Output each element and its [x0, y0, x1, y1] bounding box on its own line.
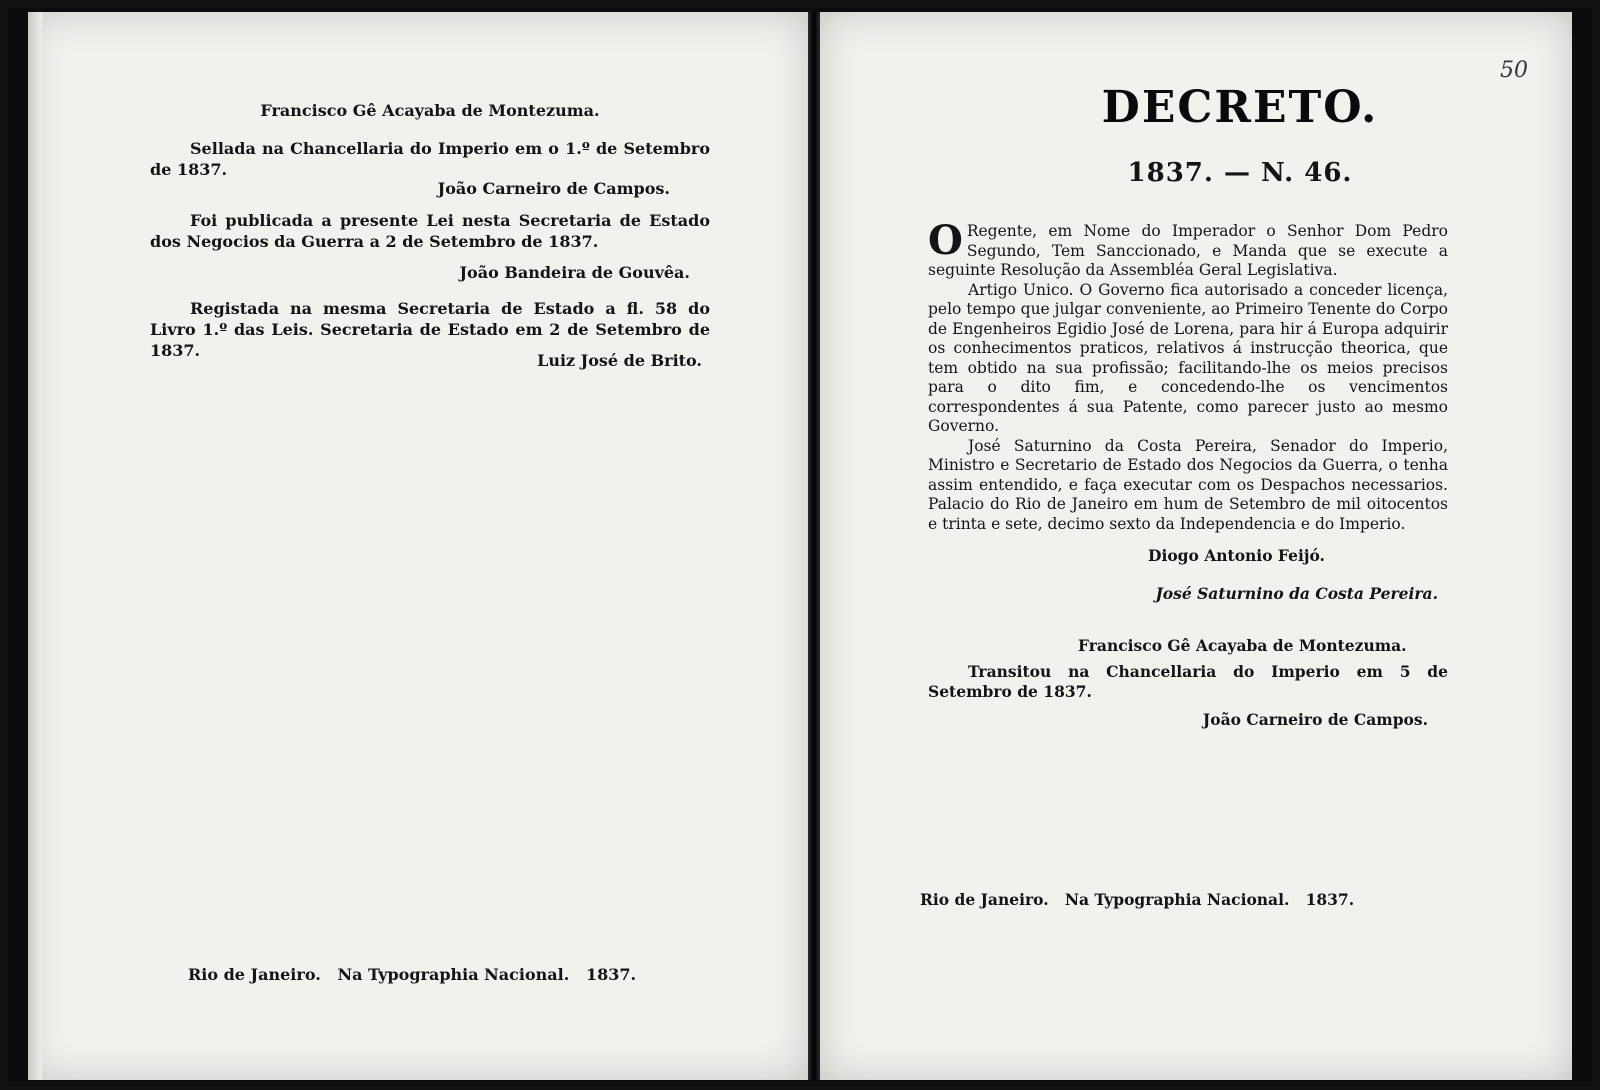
left-line-1: Francisco Gê Acayaba de Montezuma.: [260, 101, 600, 120]
left-block-sellada: [150, 138, 710, 180]
campos-block: [928, 710, 1448, 730]
left-block-gouvea: [150, 262, 710, 283]
left-block-publicada: [150, 210, 710, 252]
transit-block: [928, 662, 1448, 701]
decree-body: [928, 217, 1448, 534]
montezuma-block: [928, 636, 1448, 656]
left-footer-text: Rio de Janeiro. Na Typographia Nacional. 1837.: [188, 965, 637, 984]
decree-paragraph-3: José Saturnino da Costa Pereira, Senador do Imperio, Ministro e Secretario de Estado dos Negocios da Guerra, o tenha assim entendido, e faça executar com os Despachos necessarios. Palacio do Rio de Janeiro em hum de Setembro de mil oitocentos e trinta e sete, decimo sexto da Independencia e do Imperio.: [928, 436, 1448, 533]
decree-paragraph-1: [928, 217, 1448, 281]
right-footer-text: Rio de Janeiro. Na Typographia Nacional. 1837.: [920, 890, 1355, 909]
decree-number: 1837. — N. 46.: [1127, 158, 1353, 188]
signature-feijo-block: [928, 546, 1448, 566]
left-signature-1: [150, 100, 710, 121]
signature-pereira-block: [928, 584, 1448, 604]
montezuma-name: Francisco Gê Acayaba de Montezuma.: [1078, 636, 1407, 655]
left-line-5: João Bandeira de Gouvêa.: [459, 263, 690, 282]
signature-pereira: José Saturnino da Costa Pereira.: [1155, 584, 1438, 603]
decree-title: DECRETO.: [1101, 82, 1379, 133]
decree-paragraph-1-text: Regente, em Nome do Imperador o Senhor Dom Pedro Segundo, Tem Sanccionado, e Manda que se execute a seguinte Resolução da Assembléa Geral Legislativa.: [928, 222, 1448, 279]
book-spine: [808, 12, 820, 1080]
left-line-7: Luiz José de Brito.: [537, 351, 702, 370]
decree-paragraph-2: Artigo Unico. O Governo fica autorisado a conceder licença, pelo tempo que julgar conveniente, ao Primeiro Tenente do Corpo de Engenheiros Egidio José de Lorena, para hir á Europa adquirir os conhecimentos praticos, relativos á instrucção theorica, que tem obtido na sua profissão; facilitando-lhe os meios precisos para o dito fim, e concedendo-lhe os vencimentos correspondentes á sua Patente, como parecer justo ao mesmo Governo.: [928, 280, 1448, 435]
left-footer: [188, 964, 748, 985]
right-footer: [920, 890, 1440, 910]
left-line-4: Foi publicada a presente Lei nesta Secretaria de Estado dos Negocios da Guerra a 2 de Setembro de 1837.: [150, 211, 710, 251]
left-block-brito: [150, 350, 710, 371]
left-block-campos: [150, 178, 710, 199]
page-number: 50: [1500, 58, 1528, 83]
left-line-2: Sellada na Chancellaria do Imperio em o 1.º de Setembro de 1837.: [150, 139, 710, 179]
signature-feijo: Diogo Antonio Feijó.: [1148, 546, 1325, 565]
transit-text: Transitou na Chancellaria do Imperio em 5 de Setembro de 1837.: [928, 662, 1448, 701]
left-line-3: João Carneiro de Campos.: [437, 179, 670, 198]
signature-campos: João Carneiro de Campos.: [1202, 710, 1428, 729]
drop-cap: O: [928, 217, 963, 264]
left-line-6: Registada na mesma Secretaria de Estado a fl. 58 do Livro 1.º das Leis. Secretaria de Estado em 2 de Setembro de 1837.: [150, 299, 710, 360]
